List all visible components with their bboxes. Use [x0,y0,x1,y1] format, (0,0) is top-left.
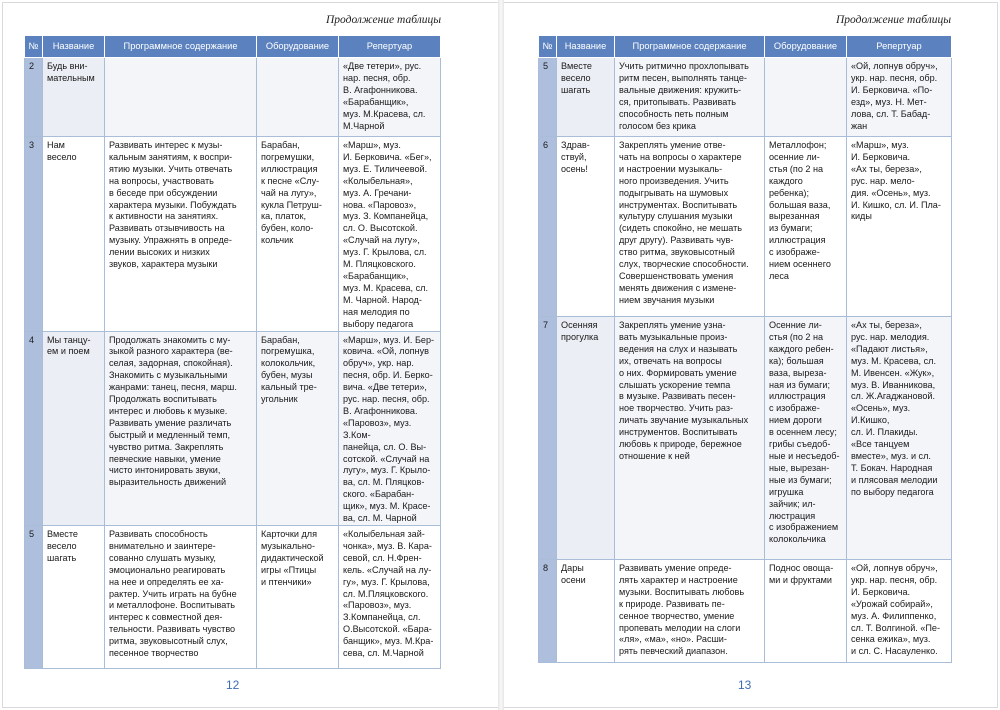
lesson-table [538,35,952,663]
header-equipment: Оборудование [765,36,847,58]
row-name: Здрав- ствуй, осень! [557,137,615,317]
row-repertoire: «Ой, лопнув обруч», укр. нар. песня, обр. И. Берковича. «Урожай собирай», муз. А. Филиппенко, сл. Т. Волгиной. «Пе- сенка ежика», муз. и сл. С. Насауленко. [847,560,952,663]
row-name: Вместе весело шагать [557,58,615,137]
row-name: Будь вни- мательным [43,58,105,137]
header-name: Название [557,36,615,58]
row-num: 3 [25,137,43,332]
row-name: Нам весело [43,137,105,332]
left-page [0,0,498,710]
row-content: Закреплять умение отве- чать на вопросы о характере и настроении музыкаль- ного произведения. Учить подыгрывать на шумовых инструментах. Воспитывать культуру слушания музыки (сидеть спокойно, не мешать друг другу). Развивать чув- ство ритма, звуковысотный слух, творческие способности. Совершенствовать умения менять движения с измене- нием звучания музыки [615,137,765,317]
row-content: Закреплять умение узна- вать музыкальные произ- ведения на слух и называть их, отвечать на вопросы о них. Формировать умение слышать ускорение темпа в музыке. Развивать песен- ное творчество. Учить раз- личать звучание музыкальных инструментов. Воспитывать любовь к природе, бережное отношение к ней [615,317,765,560]
table-header-row [25,36,441,58]
page-number: 13 [738,678,752,692]
table-row [25,331,441,526]
table-row [25,58,441,137]
row-content: Развивать способность внимательно и заинтере- сованно слушать музыку, эмоционально реагировать на нее и определять ее ха- рактер. Учить играть на бубне и металлофоне. Воспитывать интерес к совместной дея- тельности. Развивать чувство ритма, звуковысотный слух, песенное творчество [105,526,257,669]
row-name: Мы танцу- ем и поем [43,331,105,526]
row-repertoire: «Марш», муз. И. Берковича. «Бег», муз. Е. Тиличеевой. «Колыбельная», муз. А. Гречани- нова. «Паровоз», муз. З. Компанейца, сл. О. Высотской. «Случай на лугу», муз. Г. Крылова, сл. М. Пляцковского. «Барабанщик», муз. М. Красева, сл. М. Чарной. Народ- ная мелодия по выбору педагога [339,137,441,332]
row-equipment: Поднос овоща- ми и фруктами [765,560,847,663]
page-number: 12 [226,678,240,692]
header-num: № [539,36,557,58]
row-repertoire: «Ах ты, береза», рус. нар. мелодия. «Падают листья», муз. М. Красева, сл. М. Ивенсен. «Жук», муз. В. Иванникова, сл. Ж.Агаджановой. «Осень», муз. И.Кишко, сл. И. Плакиды. «Все танцуем вместе», муз. и сл. Т. Бокач. Народная и плясовая мелодии по выбору педагога [847,317,952,560]
row-content: Учить ритмично прохлопывать ритм песен, выполнять танце- вальные движения: кружить- ся, притопывать. Развивать способность петь полным голосом без крика [615,58,765,137]
header-name: Название [43,36,105,58]
row-repertoire: «Две тетери», рус. нар. песня, обр. В. Агафонникова. «Барабанщик», муз. М.Красева, сл. М.Чарной [339,58,441,137]
table-row [539,58,952,137]
row-num: 2 [25,58,43,137]
row-num: 8 [539,560,557,663]
row-repertoire: «Марш», муз. И. Бер- ковича. «Ой, лопнув обруч», укр. нар. песня, обр. И. Берко- вича. «Две тетери», рус. нар. песня, обр. В. Агафонникова. «Паровоз», муз. З.Ком- панейца, сл. О. Вы- сотской. «Случай на лугу», муз. Г. Крыло- ва, сл. М. Пляцков- ского. «Барабан- щик», муз. М. Красе- ва, сл. М. Чарной [339,331,441,526]
header-content: Программное содержание [105,36,257,58]
row-name: Дары осени [557,560,615,663]
table-row [25,137,441,332]
row-repertoire: «Ой, лопнув обруч», укр. нар. песня, обр. И. Берковича. «По- езд», муз. Н. Мет- лова, сл. Т. Бабад- жан [847,58,952,137]
row-equipment: Барабан, погремушки, иллюстрация к песне «Слу- чай на лугу», кукла Петруш- ка, платок, бубен, коло- кольчик [257,137,339,332]
row-content: Продолжать знакомить с му- зыкой разного характера (ве- селая, задорная, спокойная). Знакомить с музыкальными жанрами: танец, песня, марш. Продолжать воспитывать интерес и любовь к музыке. Развивать умение различать быстрый и медленный темп, чувство ритма. Закреплять певческие навыки, умение чисто интонировать звуки, выразительность движений [105,331,257,526]
row-equipment: Металлофон; осенние ли- стья (по 2 на каждого ребенка); большая ваза, вырезанная из бумаги; иллюстрация с изображе- нием осеннего леса [765,137,847,317]
table-header-row [539,36,952,58]
row-name: Вместе весело шагать [43,526,105,669]
row-content [105,58,257,137]
continuation-label: Продолжение таблицы [325,14,441,26]
table-row [539,317,952,560]
row-content: Развивать умение опреде- лять характер и настроение музыки. Воспитывать любовь к природе. Развивать пе- сенное творчество, умение пропевать мелодии на слоги «ля», «ма», «но». Расши- рять певческий диапазон. [615,560,765,663]
row-content: Развивать интерес к музы- кальным занятиям, к воспри- ятию музыки. Учить отвечать на вопросы, участвовать в беседе при обсуждении характера музыки. Побуждать к активности на занятиях. Развивать отзывчивость на музыку. Упражнять в опреде- лении высоких и низких звуков, характера музыки [105,137,257,332]
row-num: 4 [25,331,43,526]
header-num: № [25,36,43,58]
row-equipment [765,58,847,137]
table-row [539,560,952,663]
row-equipment: Барабан, погремушка, колокольчик, бубен, музы кальный тре- угольник [257,331,339,526]
table-row [539,137,952,317]
row-name: Осенняя прогулка [557,317,615,560]
header-repertoire: Репертуар [847,36,952,58]
header-content: Программное содержание [615,36,765,58]
right-page [504,0,1000,710]
lesson-table [24,35,441,669]
continuation-label: Продолжение таблицы [835,14,951,26]
row-repertoire: «Марш», муз. И. Берковича. «Ах ты, береза», рус. нар. мело- дия. «Осень», муз. И. Кишко, сл. И. Пла- киды [847,137,952,317]
row-equipment: Карточки для музыкально- дидактической игры «Птицы и птенчики» [257,526,339,669]
table-row [25,526,441,669]
header-repertoire: Репертуар [339,36,441,58]
row-num: 7 [539,317,557,560]
row-num: 5 [539,58,557,137]
header-equipment: Оборудование [257,36,339,58]
row-num: 6 [539,137,557,317]
row-equipment: Осенние ли- стья (по 2 на каждого ребен- ка); большая ваза, выреза- ная из бумаги; иллюстрация с изображе- нием дороги в осеннем лесу; грибы съедоб- ные и несъедоб- ные, вырезан- ные из бумаги; игрушка зайчик; ил- люстрация с изображением колокольчика [765,317,847,560]
row-num: 5 [25,526,43,669]
row-equipment [257,58,339,137]
row-repertoire: «Колыбельная зай- чонка», муз. В. Кара- севой, сл. Н.Френ- кель. «Случай на лу- гу», муз. Г. Крылова, сл. М.Пляцковского. «Паровоз», муз. З.Компанейца, сл. О.Высотской. «Бара- банщик», муз. М.Кра- сева, сл. М.Чарной [339,526,441,669]
